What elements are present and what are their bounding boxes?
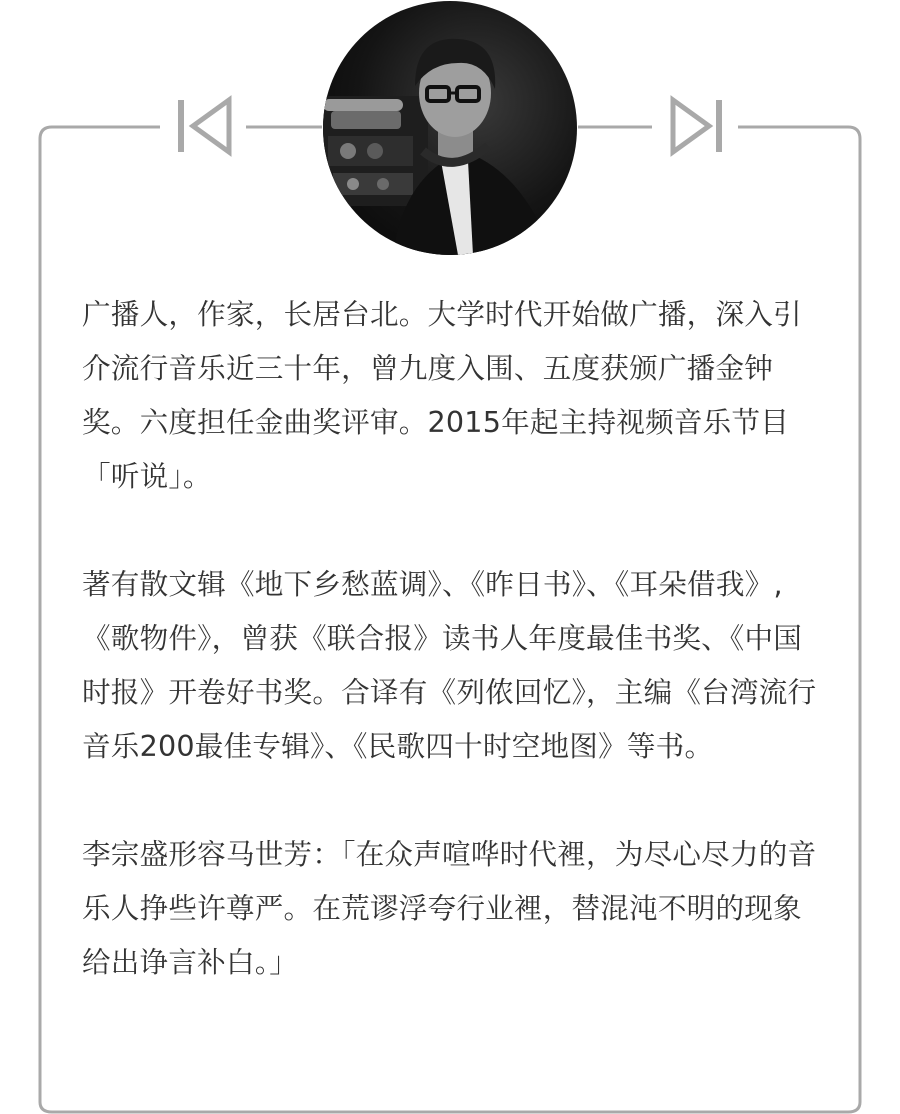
skip-previous-icon: [178, 100, 229, 152]
bio-paragraph-3: 李宗盛形容马世芳：「在众声喧哗时代裡，为尽心尽力的音乐人挣些许尊严。在荒谬浮夸行业裡，替混沌不明的现象给出诤言补白。」: [82, 837, 817, 979]
bio-paragraph-2: 著有散文辑《地下乡愁蓝调》、《昨日书》、《耳朵借我》,《歌物件》，曾获《联合报》读书人年度最佳书奖、《中国时报》开卷好书奖。合译有《列侬回忆》，主编《台湾流行音乐200最佳专辑》、《民歌四十时空地图》等书。: [82, 567, 817, 763]
skip-next-icon: [673, 100, 722, 152]
portrait-photo: [323, 1, 577, 255]
bio-text: [82, 287, 822, 989]
bio-paragraph-1: 广播人，作家，长居台北。大学时代开始做广播，深入引介流行音乐近三十年，曾九度入围、五度获颁广播金钟奖。六度担任金曲奖评审。2015年起主持视频音乐节目「听说」。: [82, 297, 802, 493]
